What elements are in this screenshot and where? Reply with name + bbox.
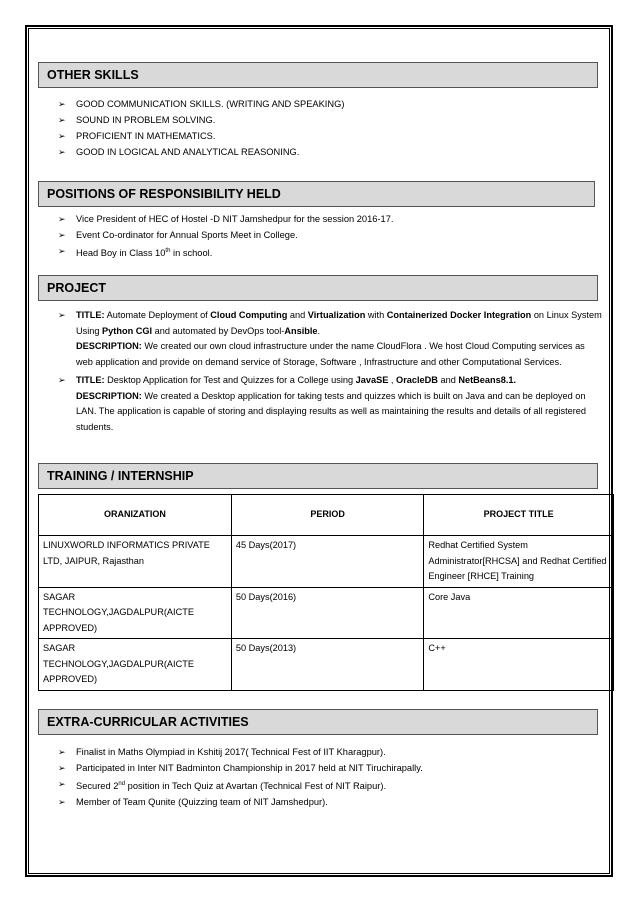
- column-header: PROJECT TITLE: [424, 495, 614, 536]
- arrow-bullet-icon: ➢: [58, 115, 66, 125]
- list-item: ➢ PROFICIENT IN MATHEMATICS.: [58, 128, 344, 144]
- extra-curricular-heading: EXTRA-CURRICULAR ACTIVITIES: [38, 709, 598, 735]
- project-item: ➢ TITLE: Automate Deployment of Cloud Computing and Virtualization with Containerized Docker Integration on Linux System Using Python CGI and automated by DevOps tool-Ansible. DESCRIPTION: We created our own cloud infrastructure under the name CloudFlora . We host Cloud Computing services as web application and provide on demand service of Storage, Software , Infrastructure and other Computational Services.: [58, 310, 602, 367]
- table-row: [39, 536, 614, 588]
- arrow-bullet-icon: ➢: [58, 131, 66, 141]
- table-cell: Core Java: [424, 587, 614, 639]
- list-item: ➢ SOUND IN PROBLEM SOLVING.: [58, 112, 344, 128]
- project-heading: PROJECT: [38, 275, 598, 301]
- list-item: ➢ Vice President of HEC of Hostel -D NIT Jamshedpur for the session 2016-17.: [58, 211, 393, 227]
- positions-list: [58, 211, 393, 261]
- training-table: [38, 494, 614, 691]
- list-item: ➢ Secured 2nd position in Tech Quiz at Avartan (Technical Fest of NIT Raipur).: [58, 776, 423, 794]
- arrow-bullet-icon: ➢: [58, 375, 66, 385]
- arrow-bullet-icon: ➢: [58, 797, 66, 808]
- column-header: ORANIZATION: [39, 495, 232, 536]
- list-item: ➢ Head Boy in Class 10th in school.: [58, 243, 393, 261]
- list-item: ➢ Participated in Inter NIT Badminton Championship in 2017 held at NIT Tiruchirapally.: [58, 760, 423, 776]
- column-header: PERIOD: [231, 495, 423, 536]
- extra-curricular-list: [58, 744, 423, 810]
- positions-heading: POSITIONS OF RESPONSIBILITY HELD: [38, 181, 595, 207]
- arrow-bullet-icon: ➢: [58, 747, 66, 757]
- arrow-bullet-icon: ➢: [58, 147, 66, 157]
- project-item: ➢ TITLE: Desktop Application for Test and Quizzes for a College using JavaSE , OracleDB and NetBeans8.1. DESCRIPTION: We created a Desktop application for taking tests and quizzes which is built on Java and can be deployed on LAN. The application is capable of storing and displaying results as well as maintaining the results and details of all registered students.: [58, 375, 587, 432]
- arrow-bullet-icon: ➢: [58, 230, 66, 240]
- other-skills-list: [58, 96, 344, 160]
- arrow-bullet-icon: ➢: [58, 779, 66, 789]
- table-row: [39, 639, 614, 691]
- table-header-row: [39, 495, 614, 536]
- table-row: [39, 587, 614, 639]
- table-cell: LINUXWORLD INFORMATICS PRIVATE LTD, JAIPUR, Rajasthan: [39, 536, 232, 588]
- arrow-bullet-icon: ➢: [58, 310, 66, 320]
- table-cell: C++: [424, 639, 614, 691]
- list-item: ➢ GOOD IN LOGICAL AND ANALYTICAL REASONING.: [58, 144, 344, 160]
- other-skills-heading: OTHER SKILLS: [38, 62, 598, 88]
- table-cell: 45 Days(2017): [231, 536, 423, 588]
- table-cell: SAGAR TECHNOLOGY,JAGDALPUR(AICTE APPROVED): [39, 587, 232, 639]
- arrow-bullet-icon: ➢: [58, 763, 66, 773]
- table-cell: 50 Days(2016): [231, 587, 423, 639]
- list-item: ➢ Member of Team Qunite (Quizzing team of NIT Jamshedpur).: [58, 794, 423, 810]
- table-cell: Redhat Certified System Administrator[RHCSA] and Redhat Certified Engineer [RHCE] Training: [424, 536, 614, 588]
- table-cell: 50 Days(2013): [231, 639, 423, 691]
- table-cell: SAGAR TECHNOLOGY,JAGDALPUR(AICTE APPROVED): [39, 639, 232, 691]
- arrow-bullet-icon: ➢: [58, 246, 66, 256]
- arrow-bullet-icon: ➢: [58, 214, 66, 224]
- project-list: [58, 308, 603, 435]
- list-item: ➢ Event Co-ordinator for Annual Sports Meet in College.: [58, 227, 393, 243]
- arrow-bullet-icon: ➢: [58, 99, 66, 109]
- list-item: ➢ GOOD COMMUNICATION SKILLS. (WRITING AND SPEAKING): [58, 96, 344, 112]
- training-heading: TRAINING / INTERNSHIP: [38, 463, 598, 489]
- list-item: ➢ Finalist in Maths Olympiad in Kshitij 2017( Technical Fest of IIT Kharagpur).: [58, 744, 423, 760]
